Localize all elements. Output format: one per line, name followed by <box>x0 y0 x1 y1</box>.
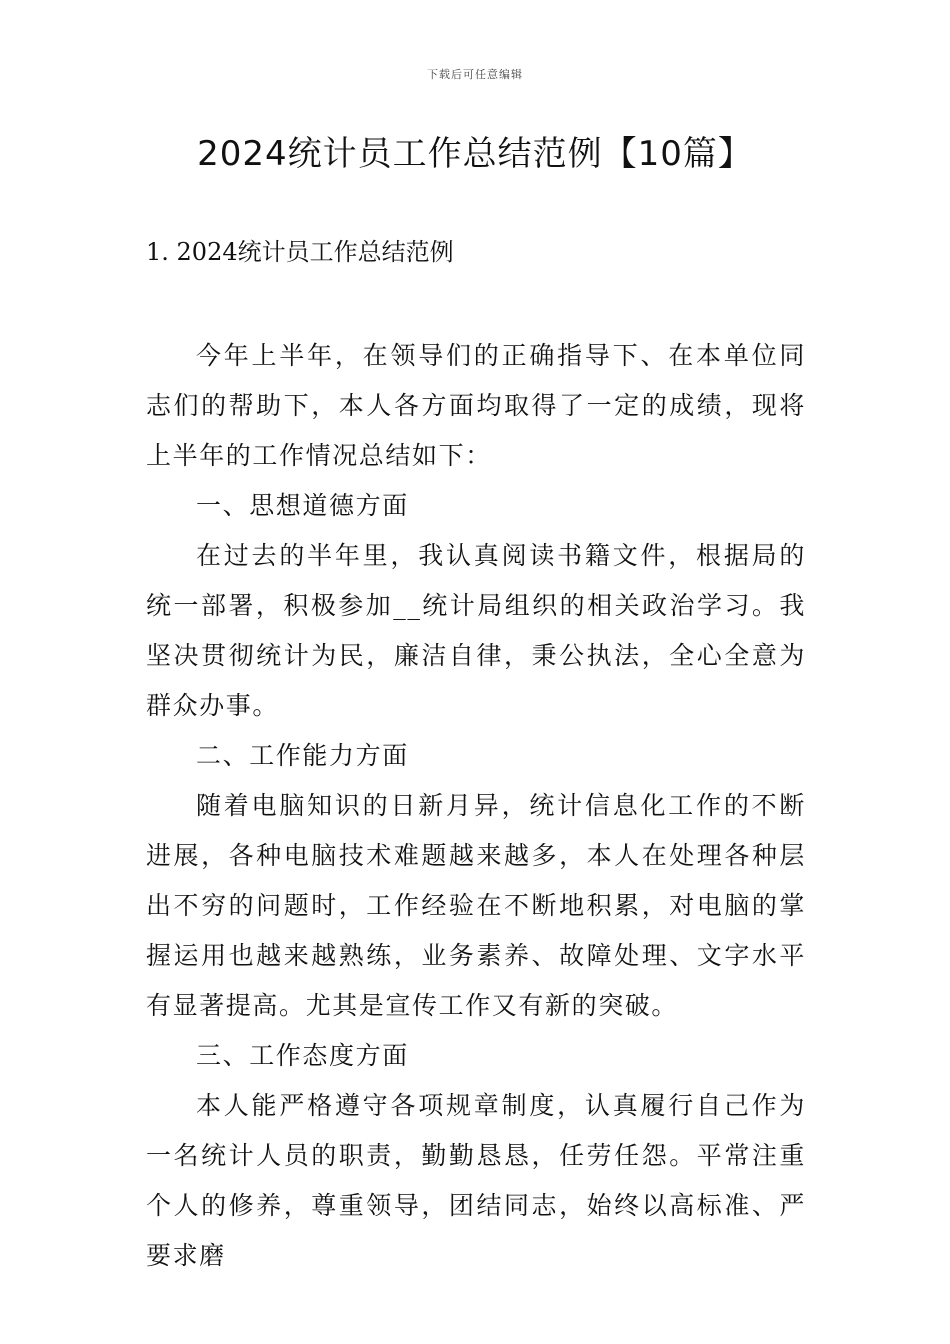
header-note: 下载后可任意编辑 <box>427 68 523 81</box>
paragraph-ideology: 在过去的半年里，我认真阅读书籍文件，根据局的统一部署，积极参加__统计局组织的相关政治学习。我坚决贯彻统计为民，廉洁自律，秉公执法，全心全意为群众办事。 <box>146 541 806 720</box>
section-heading: 1. 2024统计员工作总结范例 <box>146 238 454 266</box>
subheading-attitude: 三、工作态度方面 <box>196 1041 409 1070</box>
paragraph-ability: 随着电脑知识的日新月异，统计信息化工作的不断进展，各种电脑技术难题越来越多，本人在处理各种层出不穷的问题时，工作经验在不断地积累，对电脑的掌握运用也越来越熟练，业务素养、故障处理、文字水平有显著提高。尤其是宣传工作又有新的突破。 <box>146 791 806 1020</box>
subheading-ability: 二、工作能力方面 <box>196 741 409 770</box>
paragraph-intro: 今年上半年，在领导们的正确指导下、在本单位同志们的帮助下，本人各方面均取得了一定的成绩，现将上半年的工作情况总结如下： <box>146 341 806 470</box>
paragraph-attitude: 本人能严格遵守各项规章制度，认真履行自己作为一名统计人员的职责，勤勤恳恳，任劳任怨。平常注重个人的修养，尊重领导，团结同志，始终以高标准、严要求磨 <box>146 1091 806 1270</box>
page-title: 2024统计员工作总结范例【10篇】 <box>197 134 753 174</box>
body-text <box>146 331 806 1281</box>
subheading-ideology: 一、思想道德方面 <box>196 491 409 520</box>
